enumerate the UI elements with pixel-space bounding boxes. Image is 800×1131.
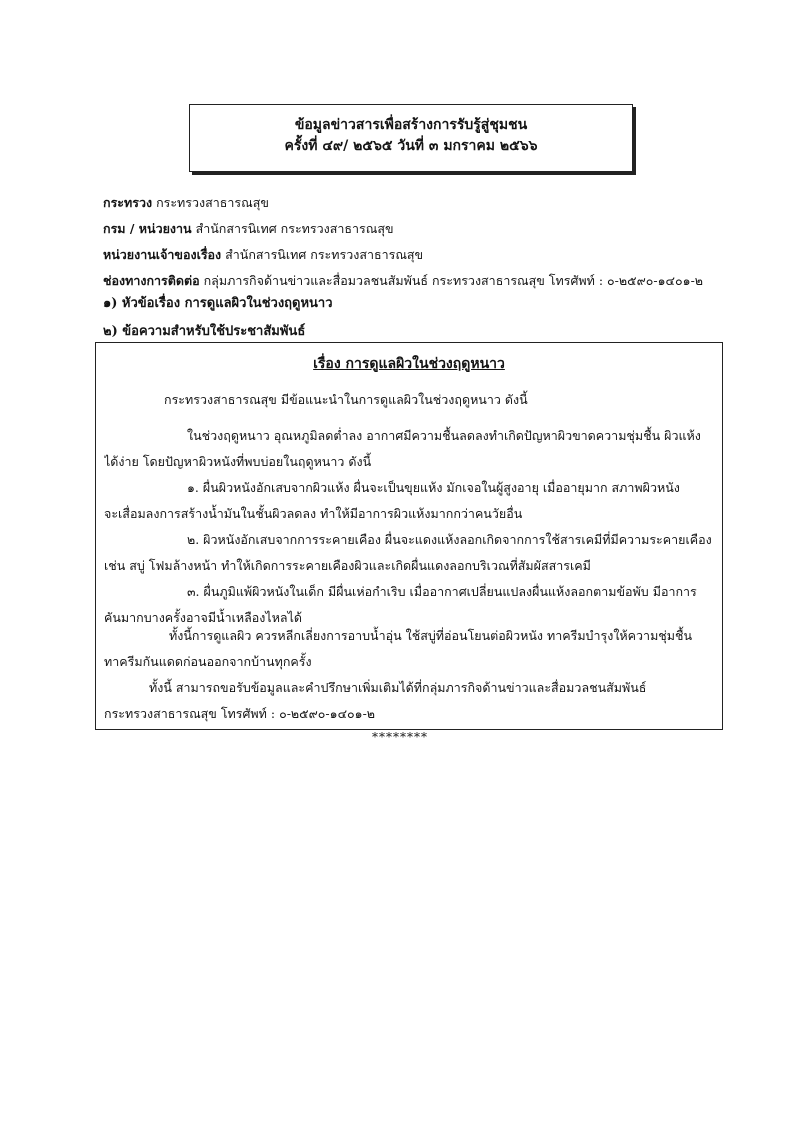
item-2-paragraph bbox=[104, 527, 716, 579]
document-title: ข้อมูลข่าวสารเพื่อสร้างการรับรู้สู่ชุมชน bbox=[294, 117, 528, 133]
item-2-line-2: เช่น สบู่ โฟมล้างหน้า ทำให้เกิดการระคายเคืองผิวและเกิดผื่นแดงลอกบริเวณที่สัมผัสสารเคมี bbox=[104, 558, 591, 573]
meta-dept-value: สำนักสารนิเทศ กระทรวงสาธารณสุข bbox=[195, 221, 394, 236]
meta-ministry-value: กระทรวงสาธารณสุข bbox=[156, 195, 269, 210]
item-3-line-1: ๓. ผื่นภูมิแพ้ผิวหนังในเด็ก มีผื่นเห่อกำเริบ เมื่ออากาศเปลี่ยนแปลงผื่นแห้งลอกตามข้อพับ มีอาการ bbox=[187, 584, 697, 599]
title-box bbox=[189, 104, 633, 172]
care-advice-paragraph bbox=[104, 623, 716, 675]
item-2-line-1: ๒. ผิวหนังอักเสบจากการระคายเคือง ผื่นจะแดงแห้งลอกเกิดจากการใช้สารเคมีที่มีความระคายเคือง bbox=[187, 532, 712, 547]
item-1-line-2: จะเสื่อมลงการสร้างน้ำมันในชั้นผิวลดลง ทำให้มีอาการผิวแห้งมากกว่าคนวัยอื่น bbox=[104, 506, 523, 521]
issue-date-line: ครั้งที่ ๔๙/ ๒๕๖๕ วันที่ ๓ มกราคม ๒๕๖๖ bbox=[284, 138, 538, 154]
contact-line-2: กระทรวงสาธารณสุข โทรศัพท์ : ๐-๒๕๙๐-๑๔๐๑-๒ bbox=[104, 706, 376, 721]
item-3-line-2: คันมากบางครั้งอาจมีน้ำเหลืองไหลได้ bbox=[104, 610, 302, 625]
meta-owner-label: หน่วยงานเจ้าของเรื่อง bbox=[103, 247, 222, 262]
meta-dept-row bbox=[103, 216, 783, 242]
meta-owner-row bbox=[103, 242, 783, 268]
meta-contact-row bbox=[103, 268, 783, 294]
content-heading bbox=[96, 353, 722, 375]
document-meta bbox=[103, 190, 783, 294]
meta-contact-value: กลุ่มภารกิจด้านข่าวและสื่อมวลชนสัมพันธ์ กระทรวงสาธารณสุข โทรศัพท์ : ๐-๒๕๙๐-๑๔๐๑-๒ bbox=[203, 273, 704, 288]
item-1-line-1: ๑. ผื่นผิวหนังอักเสบจากผิวแห้ง ผื่นจะเป็นขุยแห้ง มักเจอในผู้สูงอายุ เมื่ออายุมาก สภาพผิวหนัง bbox=[187, 480, 680, 495]
meta-ministry-row bbox=[103, 190, 783, 216]
care-advice-line-2: ทาครีมกันแดดก่อนออกจากบ้านทุกครั้ง bbox=[104, 654, 312, 669]
contact-line-1: ทั้งนี้ สามารถขอรับข้อมูลและคำปรึกษาเพิ่มเติมได้ที่กลุ่มภารกิจด้านข่าวและสื่อมวลชนสัมพันธ์ bbox=[149, 680, 647, 695]
contact-paragraph bbox=[104, 675, 716, 727]
meta-owner-value: สำนักสารนิเทศ กระทรวงสาธารณสุข bbox=[225, 247, 424, 262]
meta-dept-label: กรม / หน่วยงาน bbox=[103, 221, 192, 236]
winter-paragraph bbox=[104, 423, 716, 475]
winter-line-2: ได้ง่าย โดยปัญหาผิวหนังที่พบบ่อยในฤดูหนาว ดังนี้ bbox=[104, 454, 372, 469]
intro-line: กระทรวงสาธารณสุข มีข้อแนะนำในการดูแลผิวในช่วงฤดูหนาว ดังนี้ bbox=[164, 392, 528, 407]
section-pr-message: ๒) ข้อความสำหรับใช้ประชาสัมพันธ์ bbox=[103, 324, 306, 339]
intro-paragraph bbox=[104, 387, 716, 413]
winter-line-1: ในช่วงฤดูหนาว อุณหภูมิลดต่ำลง อากาศมีความชื้นลดลงทำเกิดปัญหาผิวขาดความชุ่มชื้น ผิวแห้ง bbox=[187, 428, 701, 443]
care-advice-line-1: ทั้งนี้การดูแลผิว ควรหลีกเลี่ยงการอาบน้ำอุ่น ใช้สบู่ที่อ่อนโยนต่อผิวหนัง ทาครีมบำรุงให้ความชุ่มชื้น bbox=[169, 628, 693, 643]
content-heading-text: เรื่อง การดูแลผิวในช่วงฤดูหนาว bbox=[313, 356, 505, 372]
end-separator: ******** bbox=[372, 730, 428, 744]
meta-ministry-label: กระทรวง bbox=[103, 195, 153, 210]
item-1-paragraph bbox=[104, 475, 716, 527]
pr-message-box bbox=[95, 342, 723, 730]
meta-contact-label: ช่องทางการติดต่อ bbox=[103, 273, 200, 288]
section-topic: ๑) หัวข้อเรื่อง การดูแลผิวในช่วงฤดูหนาว bbox=[103, 296, 333, 311]
